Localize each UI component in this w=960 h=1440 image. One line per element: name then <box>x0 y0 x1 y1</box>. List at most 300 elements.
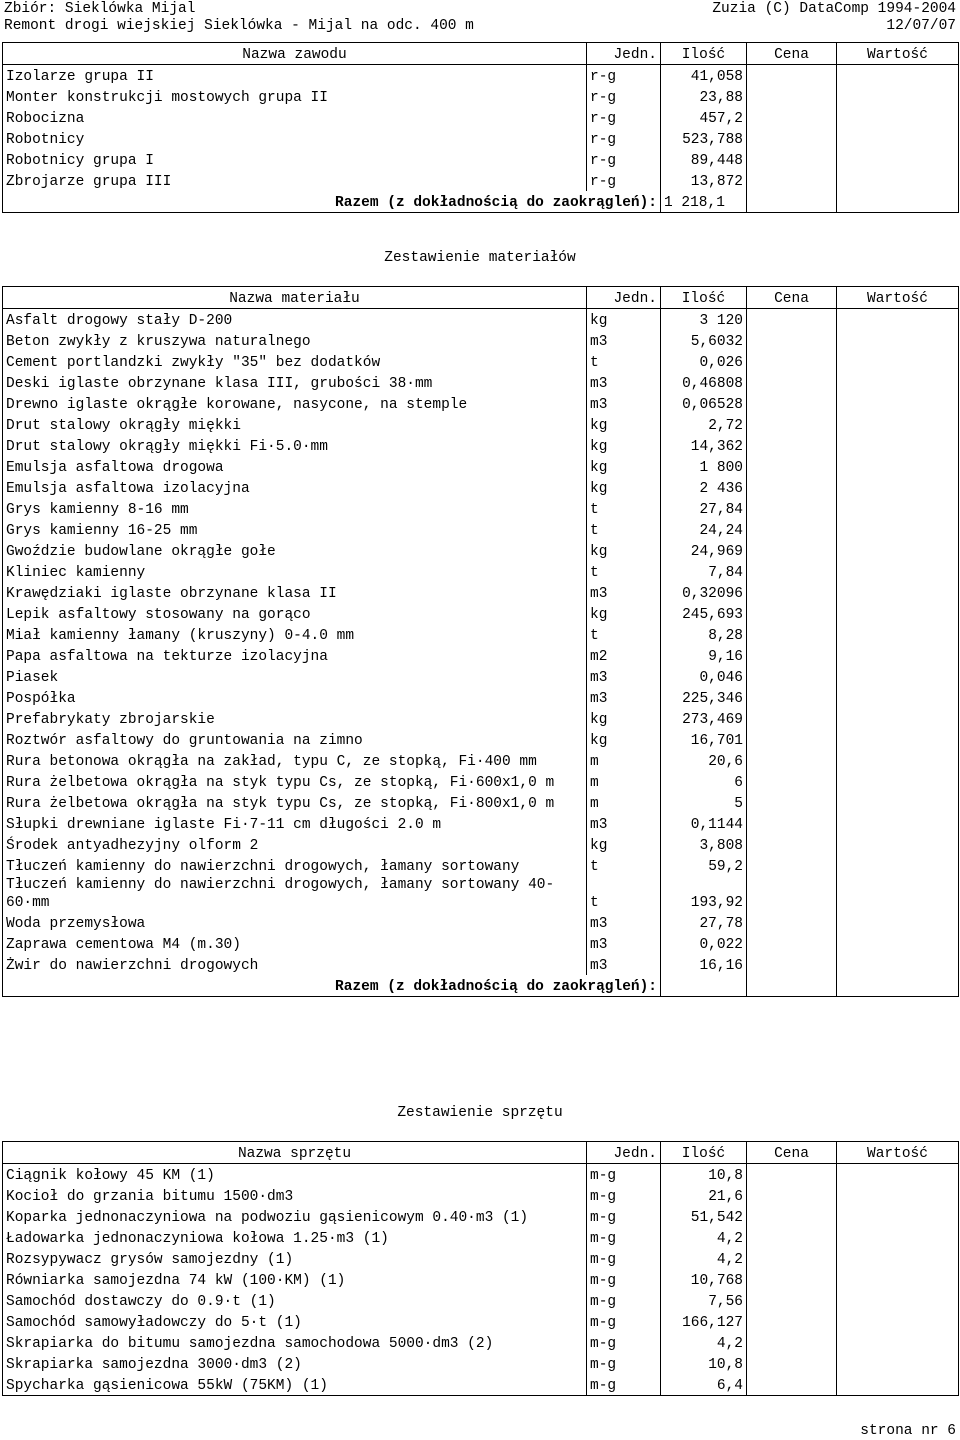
row-name: Rozsypywacz grysów samojezdny (1) <box>6 1252 294 1268</box>
row-price <box>747 603 837 624</box>
row-name: Ciągnik kołowy 45 KM (1) <box>6 1168 215 1184</box>
row-value <box>837 666 959 687</box>
row-value <box>837 435 959 456</box>
row-qty: 225,346 <box>661 687 747 708</box>
document-date: 12/07/07 <box>886 18 956 34</box>
row-value <box>837 1374 959 1396</box>
row-qty: 5,6032 <box>661 330 747 351</box>
row-value <box>837 351 959 372</box>
row-value <box>837 519 959 540</box>
col-header-price: Cena <box>747 287 837 309</box>
row-value <box>837 540 959 561</box>
row-unit: t <box>587 519 661 540</box>
row-qty: 0,022 <box>661 933 747 954</box>
header-line-2 <box>4 17 956 35</box>
row-qty: 245,693 <box>661 603 747 624</box>
row-price <box>747 771 837 792</box>
row-value <box>837 582 959 603</box>
labor-body <box>3 65 959 213</box>
table-row <box>3 813 959 834</box>
row-qty: 10,8 <box>661 1353 747 1374</box>
row-unit: m3 <box>587 666 661 687</box>
table-row <box>3 687 959 708</box>
equipment-body <box>3 1164 959 1396</box>
table-row <box>3 65 959 87</box>
equipment-title: Zestawienie sprzętu <box>397 1105 563 1121</box>
row-value <box>837 107 959 128</box>
row-name: Emulsja asfaltowa drogowa <box>6 460 224 476</box>
row-name: Rura żelbetowa okrągła na styk typu Cs, ze stopką, Fi·800x1,0 m <box>6 796 555 812</box>
row-price <box>747 372 837 393</box>
row-qty: 4,2 <box>661 1248 747 1269</box>
row-price <box>747 1185 837 1206</box>
row-qty: 16,16 <box>661 954 747 975</box>
row-price <box>747 1227 837 1248</box>
table-row <box>3 954 959 975</box>
row-qty: 166,127 <box>661 1311 747 1332</box>
sum-value <box>661 975 747 997</box>
row-name: Woda przemysłowa <box>6 916 146 932</box>
row-unit: kg <box>587 708 661 729</box>
row-price <box>747 624 837 645</box>
row-qty: 7,56 <box>661 1290 747 1311</box>
row-value <box>837 729 959 750</box>
equipment-header-row <box>3 1142 959 1164</box>
row-qty: 51,542 <box>661 1206 747 1227</box>
row-name: Robotnicy <box>6 132 85 148</box>
row-value <box>837 792 959 813</box>
table-row <box>3 393 959 414</box>
row-value <box>837 933 959 954</box>
row-unit: kg <box>587 309 661 331</box>
row-qty: 4,2 <box>661 1332 747 1353</box>
row-value <box>837 309 959 331</box>
table-row <box>3 1269 959 1290</box>
row-value <box>837 477 959 498</box>
row-value <box>837 708 959 729</box>
row-price <box>747 309 837 331</box>
table-row <box>3 498 959 519</box>
row-value <box>837 750 959 771</box>
row-value <box>837 170 959 191</box>
row-name: Izolarze grupa II <box>6 69 154 85</box>
row-name: Równiarka samojezdna 74 kW (100·KM) (1) <box>6 1273 346 1289</box>
row-name: Miał kamienny łamany (kruszyny) 0-4.0 mm <box>6 628 355 644</box>
row-qty: 20,6 <box>661 750 747 771</box>
table-row <box>3 1206 959 1227</box>
row-value <box>837 1332 959 1353</box>
row-value <box>837 65 959 87</box>
col-header-price: Cena <box>747 43 837 65</box>
row-name: Robotnicy grupa I <box>6 153 154 169</box>
row-qty: 0,06528 <box>661 393 747 414</box>
row-price <box>747 1290 837 1311</box>
row-unit: m-g <box>587 1248 661 1269</box>
row-qty: 0,046 <box>661 666 747 687</box>
row-price <box>747 435 837 456</box>
row-value <box>837 372 959 393</box>
sum-label: Razem (z dokładnością do zaokrągleń): <box>335 195 657 211</box>
table-row <box>3 107 959 128</box>
row-name: Papa asfaltowa na tekturze izolacyjna <box>6 649 328 665</box>
row-qty: 41,058 <box>661 65 747 87</box>
row-unit: m-g <box>587 1332 661 1353</box>
row-price <box>747 1374 837 1396</box>
table-row <box>3 1248 959 1269</box>
row-qty: 5 <box>661 792 747 813</box>
row-value <box>837 414 959 435</box>
row-name: Zbrojarze grupa III <box>6 174 172 190</box>
row-qty: 16,701 <box>661 729 747 750</box>
row-unit: kg <box>587 477 661 498</box>
row-qty: 8,28 <box>661 624 747 645</box>
table-row <box>3 876 959 912</box>
table-row <box>3 561 959 582</box>
row-price <box>747 456 837 477</box>
row-qty: 10,768 <box>661 1269 747 1290</box>
row-qty: 4,2 <box>661 1227 747 1248</box>
row-unit: m <box>587 792 661 813</box>
row-name: Deski iglaste obrzynane klasa III, grubości 38·mm <box>6 376 433 392</box>
row-unit: m-g <box>587 1353 661 1374</box>
row-unit: kg <box>587 729 661 750</box>
row-unit: m-g <box>587 1185 661 1206</box>
row-qty: 0,32096 <box>661 582 747 603</box>
sum-total <box>837 975 959 997</box>
row-name: Tłuczeń kamienny do nawierzchni drogowych, łamany sortowany 40-60·mm <box>6 877 555 911</box>
table-row <box>3 128 959 149</box>
row-name: Spycharka gąsienicowa 55kW (75KM) (1) <box>6 1378 328 1394</box>
row-name: Drut stalowy okrągły miękki <box>6 418 241 434</box>
row-price <box>747 876 837 912</box>
row-value <box>837 128 959 149</box>
row-unit: r-g <box>587 107 661 128</box>
row-name: Skrapiarka samojezdna 3000·dm3 (2) <box>6 1357 302 1373</box>
row-value <box>837 834 959 855</box>
table-row <box>3 414 959 435</box>
row-unit: t <box>587 624 661 645</box>
table-row <box>3 435 959 456</box>
row-unit: t <box>587 498 661 519</box>
sum-total <box>837 191 959 213</box>
row-price <box>747 729 837 750</box>
row-price <box>747 1269 837 1290</box>
sum-row <box>3 191 959 213</box>
row-value <box>837 456 959 477</box>
row-qty: 1 800 <box>661 456 747 477</box>
page-number: strona nr 6 <box>860 1423 956 1439</box>
row-qty: 0,46808 <box>661 372 747 393</box>
table-row <box>3 645 959 666</box>
row-unit: m-g <box>587 1374 661 1396</box>
project-name: Remont drogi wiejskiej Sieklówka - Mijal na odc. 400 m <box>4 18 474 34</box>
row-qty: 0,026 <box>661 351 747 372</box>
row-price <box>747 351 837 372</box>
col-header-name: Nazwa sprzętu <box>237 1146 352 1162</box>
table-row <box>3 750 959 771</box>
table-row <box>3 933 959 954</box>
table-row <box>3 86 959 107</box>
row-price <box>747 149 837 170</box>
row-name: Kocioł do grzania bitumu 1500·dm3 <box>6 1189 294 1205</box>
row-name: Asfalt drogowy stały D-200 <box>6 313 233 329</box>
sum-value: 1 218,1 <box>661 191 747 213</box>
row-value <box>837 1185 959 1206</box>
row-name: Kliniec kamienny <box>6 565 146 581</box>
col-header-value: Wartość <box>837 287 959 309</box>
table-row <box>3 666 959 687</box>
row-value <box>837 561 959 582</box>
row-unit: r-g <box>587 128 661 149</box>
row-value <box>837 876 959 912</box>
row-unit: kg <box>587 456 661 477</box>
row-qty: 9,16 <box>661 645 747 666</box>
row-qty: 457,2 <box>661 107 747 128</box>
table-row <box>3 456 959 477</box>
row-name: Skrapiarka do bitumu samojezdna samochodowa 5000·dm3 (2) <box>6 1336 494 1352</box>
sum-label: Razem (z dokładnością do zaokrągleń): <box>335 979 657 995</box>
row-price <box>747 86 837 107</box>
row-price <box>747 498 837 519</box>
row-name: Rura betonowa okrągła na zakład, typu C, ze stopką, Fi·400 mm <box>6 754 537 770</box>
table-row <box>3 351 959 372</box>
materials-header-row <box>3 287 959 309</box>
row-unit: t <box>587 351 661 372</box>
table-row <box>3 540 959 561</box>
row-unit: m-g <box>587 1164 661 1186</box>
row-qty: 10,8 <box>661 1164 747 1186</box>
sum-price <box>747 975 837 997</box>
row-unit: m-g <box>587 1311 661 1332</box>
row-qty: 27,84 <box>661 498 747 519</box>
row-qty: 523,788 <box>661 128 747 149</box>
row-price <box>747 855 837 876</box>
row-name: Pospółka <box>6 691 76 707</box>
row-value <box>837 771 959 792</box>
row-qty: 23,88 <box>661 86 747 107</box>
row-value <box>837 1248 959 1269</box>
table-row <box>3 603 959 624</box>
row-name: Drewno iglaste okrągłe korowane, nasycone, na stemple <box>6 397 468 413</box>
table-row <box>3 149 959 170</box>
row-qty: 3,808 <box>661 834 747 855</box>
header-line-1 <box>4 0 956 18</box>
row-value <box>837 687 959 708</box>
row-price <box>747 750 837 771</box>
row-unit: r-g <box>587 65 661 87</box>
labor-header-row <box>3 43 959 65</box>
row-name: Samochód dostawczy do 0.9·t (1) <box>6 1294 276 1310</box>
row-value <box>837 1290 959 1311</box>
table-row <box>3 330 959 351</box>
table-row <box>3 1164 959 1186</box>
row-unit: m-g <box>587 1290 661 1311</box>
col-header-value: Wartość <box>837 1142 959 1164</box>
row-unit: m3 <box>587 687 661 708</box>
row-qty: 6,4 <box>661 1374 747 1396</box>
row-qty: 24,969 <box>661 540 747 561</box>
row-value <box>837 912 959 933</box>
row-value <box>837 498 959 519</box>
row-price <box>747 107 837 128</box>
row-price <box>747 1164 837 1186</box>
table-row <box>3 1227 959 1248</box>
row-unit: m <box>587 750 661 771</box>
row-value <box>837 954 959 975</box>
table-row <box>3 1332 959 1353</box>
table-row <box>3 624 959 645</box>
table-row <box>3 1185 959 1206</box>
row-value <box>837 813 959 834</box>
row-unit: kg <box>587 540 661 561</box>
row-name: Grys kamienny 16-25 mm <box>6 523 198 539</box>
table-row <box>3 855 959 876</box>
row-unit: m-g <box>587 1227 661 1248</box>
row-unit: m-g <box>587 1269 661 1290</box>
row-name: Robocizna <box>6 111 85 127</box>
row-name: Zaprawa cementowa M4 (m.30) <box>6 937 241 953</box>
row-unit: m3 <box>587 393 661 414</box>
row-qty: 13,872 <box>661 170 747 191</box>
row-value <box>837 1227 959 1248</box>
row-name: Rura żelbetowa okrągła na styk typu Cs, ze stopką, Fi·600x1,0 m <box>6 775 555 791</box>
row-qty: 89,448 <box>661 149 747 170</box>
row-unit: m3 <box>587 813 661 834</box>
row-qty: 6 <box>661 771 747 792</box>
row-price <box>747 393 837 414</box>
row-name: Gwoździe budowlane okrągłe gołe <box>6 544 276 560</box>
row-qty: 2 436 <box>661 477 747 498</box>
row-unit: m3 <box>587 372 661 393</box>
row-unit: m <box>587 771 661 792</box>
row-qty: 24,24 <box>661 519 747 540</box>
table-row <box>3 372 959 393</box>
col-header-qty: Ilość <box>661 1142 747 1164</box>
row-qty: 21,6 <box>661 1185 747 1206</box>
row-price <box>747 561 837 582</box>
row-price <box>747 1248 837 1269</box>
row-price <box>747 540 837 561</box>
row-price <box>747 65 837 87</box>
table-row <box>3 912 959 933</box>
row-price <box>747 933 837 954</box>
col-header-price: Cena <box>747 1142 837 1164</box>
col-header-unit: Jedn. <box>587 287 661 309</box>
sum-row <box>3 975 959 997</box>
row-qty: 14,362 <box>661 435 747 456</box>
row-qty: 3 120 <box>661 309 747 331</box>
row-unit: m2 <box>587 645 661 666</box>
materials-body <box>3 309 959 997</box>
table-row <box>3 1374 959 1396</box>
row-name: Drut stalowy okrągły miękki Fi·5.0·mm <box>6 439 328 455</box>
row-price <box>747 128 837 149</box>
sum-price <box>747 191 837 213</box>
equipment-table <box>2 1141 959 1396</box>
row-name: Słupki drewniane iglaste Fi·7-11 cm długości 2.0 m <box>6 817 442 833</box>
row-unit: kg <box>587 603 661 624</box>
row-price <box>747 645 837 666</box>
row-name: Prefabrykaty zbrojarskie <box>6 712 215 728</box>
row-price <box>747 834 837 855</box>
row-qty: 2,72 <box>661 414 747 435</box>
row-unit: r-g <box>587 170 661 191</box>
table-row <box>3 771 959 792</box>
row-value <box>837 330 959 351</box>
row-unit: t <box>587 876 661 912</box>
materials-table <box>2 286 959 997</box>
row-name: Krawędziaki iglaste obrzynane klasa II <box>6 586 337 602</box>
table-row <box>3 1353 959 1374</box>
row-price <box>747 477 837 498</box>
row-unit: t <box>587 561 661 582</box>
row-unit: r-g <box>587 86 661 107</box>
row-value <box>837 149 959 170</box>
row-price <box>747 414 837 435</box>
table-row <box>3 1311 959 1332</box>
row-name: Żwir do nawierzchni drogowych <box>6 958 259 974</box>
row-unit: kg <box>587 834 661 855</box>
col-header-name: Nazwa zawodu <box>242 47 347 63</box>
row-price <box>747 708 837 729</box>
row-unit: r-g <box>587 149 661 170</box>
table-row <box>3 477 959 498</box>
col-header-name: Nazwa materiału <box>229 291 360 307</box>
table-row <box>3 834 959 855</box>
row-name: Samochód samowyładowczy do 5·t (1) <box>6 1315 302 1331</box>
row-qty: 273,469 <box>661 708 747 729</box>
row-qty: 7,84 <box>661 561 747 582</box>
col-header-qty: Ilość <box>661 43 747 65</box>
software-credit: Zuzia (C) DataComp 1994-2004 <box>712 1 956 17</box>
table-row <box>3 170 959 191</box>
row-name: Tłuczeń kamienny do nawierzchni drogowych, łamany sortowany <box>6 859 520 875</box>
row-unit: t <box>587 855 661 876</box>
row-price <box>747 582 837 603</box>
row-price <box>747 1353 837 1374</box>
row-price <box>747 792 837 813</box>
row-price <box>747 1332 837 1353</box>
row-name: Środek antyadhezyjny olform 2 <box>6 838 259 854</box>
row-value <box>837 855 959 876</box>
row-price <box>747 330 837 351</box>
row-value <box>837 645 959 666</box>
row-unit: m3 <box>587 933 661 954</box>
row-name: Beton zwykły z kruszywa naturalnego <box>6 334 311 350</box>
row-value <box>837 624 959 645</box>
col-header-value: Wartość <box>837 43 959 65</box>
row-price <box>747 1311 837 1332</box>
row-price <box>747 170 837 191</box>
col-header-qty: Ilość <box>661 287 747 309</box>
row-value <box>837 1269 959 1290</box>
table-row <box>3 708 959 729</box>
labor-table <box>2 42 959 213</box>
row-qty: 0,1144 <box>661 813 747 834</box>
row-value <box>837 393 959 414</box>
row-unit: kg <box>587 414 661 435</box>
row-value <box>837 1206 959 1227</box>
row-value <box>837 1311 959 1332</box>
row-price <box>747 912 837 933</box>
row-value <box>837 1164 959 1186</box>
row-name: Koparka jednonaczyniowa na podwoziu gąsienicowym 0.40·m3 (1) <box>6 1210 529 1226</box>
row-unit: m3 <box>587 954 661 975</box>
row-price <box>747 519 837 540</box>
row-name: Piasek <box>6 670 59 686</box>
col-header-unit: Jedn. <box>587 1142 661 1164</box>
row-name: Monter konstrukcji mostowych grupa II <box>6 90 328 106</box>
